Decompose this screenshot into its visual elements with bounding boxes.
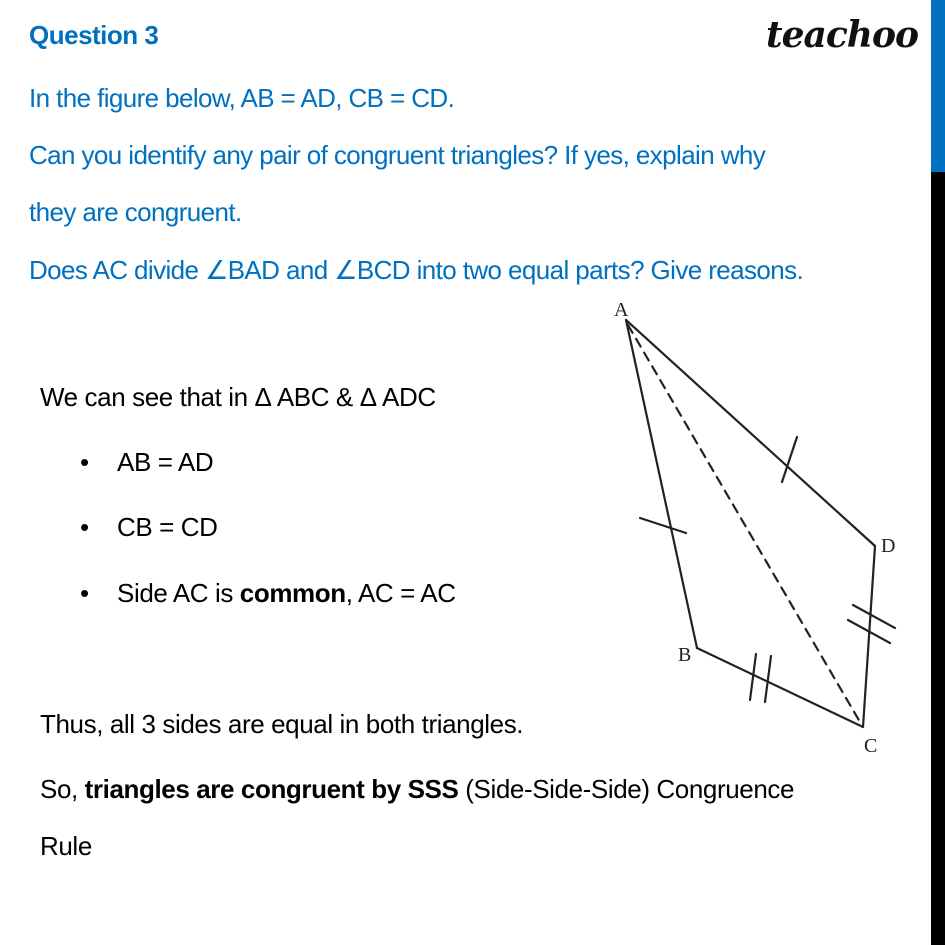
- conclusion-line-1: [40, 774, 794, 805]
- question-line-3: they are congruent.: [29, 197, 242, 227]
- conclusion-pre: So,: [40, 774, 85, 804]
- conclusion-post: (Side-Side-Side) Congruence: [458, 774, 795, 804]
- bullet-ac-pre: Side AC is: [117, 578, 240, 608]
- conclusion-bold: triangles are congruent by SSS: [84, 774, 459, 804]
- tick-bc-1: [750, 654, 756, 700]
- side-bc: [697, 648, 863, 727]
- bullet-ac-post: , AC = AC: [345, 578, 456, 608]
- question-line-4: Does AC divide ∠BAD and ∠BCD into two equal parts? Give reasons.: [29, 255, 804, 285]
- question-title: Question 3: [29, 20, 159, 50]
- question-line-1: In the figure below, AB = AD, CB = CD.: [29, 83, 455, 113]
- side-ab: [626, 320, 697, 648]
- side-da: [626, 320, 875, 546]
- side-cd: [863, 546, 875, 727]
- bullet-icon: •: [80, 578, 90, 608]
- bullet-ac-common: [117, 578, 456, 609]
- label-b: B: [678, 644, 692, 666]
- bullet-cb-cd: CB = CD: [117, 512, 218, 542]
- bullet-icon: •: [80, 447, 90, 477]
- diagonal-ac: [628, 325, 860, 722]
- question-line-2: Can you identify any pair of congruent triangles? If yes, explain why: [29, 140, 766, 170]
- conclusion-line-2: Rule: [40, 831, 92, 861]
- side-accent-bar-blue: [931, 0, 945, 172]
- tick-ad: [782, 437, 797, 482]
- side-accent-bar-black: [931, 172, 945, 945]
- label-a: A: [614, 299, 629, 321]
- thus-statement: Thus, all 3 sides are equal in both triangles.: [40, 709, 524, 739]
- label-d: D: [881, 535, 896, 557]
- quadrilateral-figure: [600, 290, 931, 770]
- tick-ab: [640, 518, 686, 533]
- bullet-icon: •: [80, 512, 90, 542]
- tick-cd-1: [853, 605, 895, 628]
- teachoo-logo: teachoo: [766, 14, 918, 56]
- answer-intro: We can see that in Δ ABC & Δ ADC: [40, 382, 436, 412]
- label-c: C: [864, 735, 878, 757]
- bullet-ac-bold: common: [239, 578, 346, 608]
- tick-bc-2: [765, 656, 771, 702]
- bullet-ab-ad: AB = AD: [117, 447, 214, 477]
